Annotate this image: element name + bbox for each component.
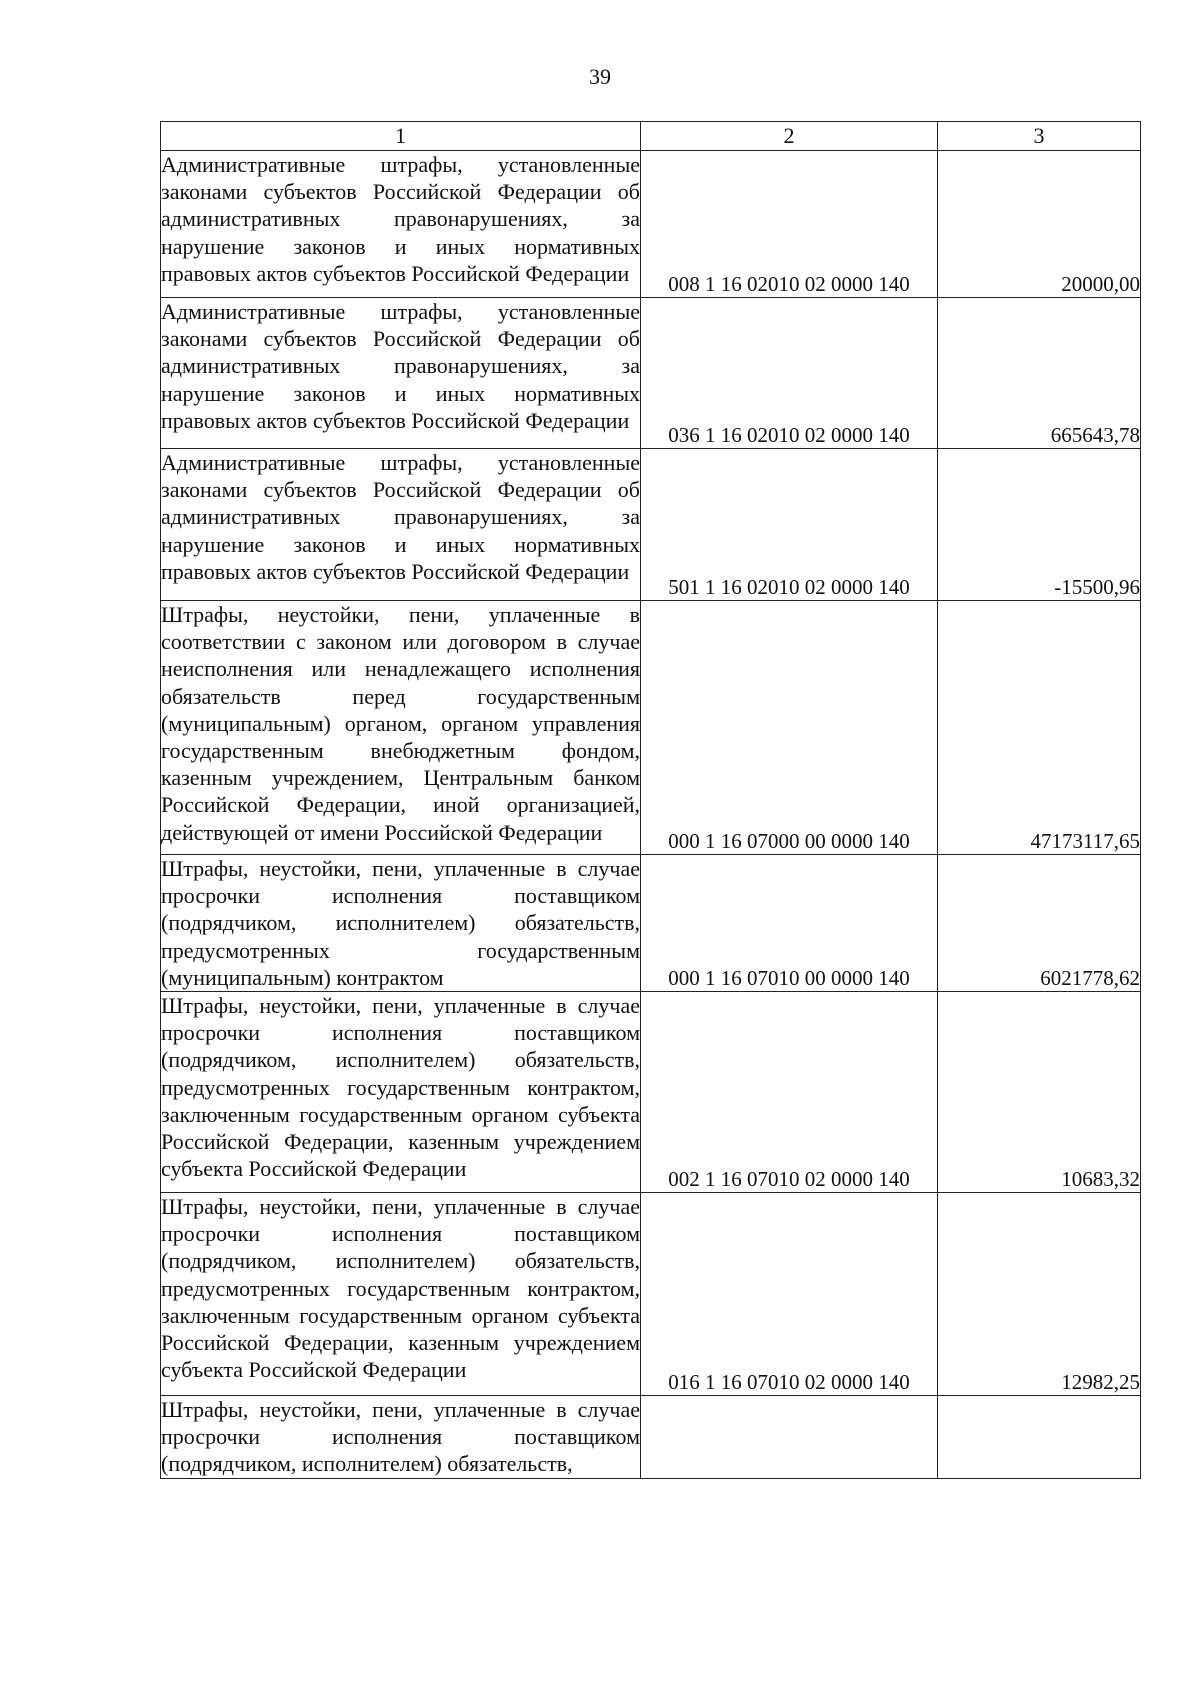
row-amount: 6021778,62 <box>938 855 1141 992</box>
row-amount: 665643,78 <box>938 298 1141 449</box>
row-amount: 20000,00 <box>938 151 1141 298</box>
row-code: 000 1 16 07010 00 0000 140 <box>641 855 938 992</box>
row-description: Штрафы, неустойки, пени, уплаченные в случае просрочки исполнения поставщиком (подрядчиком, исполнителем) обязательств, <box>161 1397 640 1477</box>
row-code: 036 1 16 02010 02 0000 140 <box>641 298 938 449</box>
column-header-1: 1 <box>161 122 641 151</box>
row-description: Штрафы, неустойки, пени, уплаченные в соответствии с законом или договором в случае неисполнения или ненадлежащего исполнения обязательств перед государственным (муниципальным) органом, органом управления государственным внебюджетным фондом, казенным учреждением, Центральным банком Российской Федерации, иной организацией, действующей от имени Российской Федерации <box>161 601 641 855</box>
row-code: 002 1 16 07010 02 0000 140 <box>641 992 938 1193</box>
table-row <box>161 1193 1141 1396</box>
row-code: 000 1 16 07000 00 0000 140 <box>641 601 938 855</box>
row-description: Штрафы, неустойки, пени, уплаченные в случае просрочки исполнения поставщиком (подрядчиком, исполнителем) обязательств, предусмотренных государственным (муниципальным) контрактом <box>161 856 640 990</box>
row-description: Штрафы, неустойки, пени, уплаченные в случае просрочки исполнения поставщиком (подрядчиком, исполнителем) обязательств, предусмотренных государственным контрактом, заключенным государственным органом субъекта Российской Федерации, казенным учреждением субъекта Российской Федерации <box>161 1193 641 1396</box>
row-amount: 47173117,65 <box>938 601 1141 855</box>
column-header-2: 2 <box>641 122 938 151</box>
column-header-3: 3 <box>938 122 1141 151</box>
row-description: Административные штрафы, установленные законами субъектов Российской Федерации об административных правонарушениях, за нарушение законов и иных нормативных правовых актов субъектов Российской Федерации <box>161 151 641 298</box>
row-amount: 12982,25 <box>938 1193 1141 1396</box>
table-row <box>161 1396 1141 1479</box>
row-code <box>641 1396 938 1479</box>
table-row <box>161 298 1141 449</box>
row-description: Административные штрафы, установленные законами субъектов Российской Федерации об административных правонарушениях, за нарушение законов и иных нормативных правовых актов субъектов Российской Федерации <box>161 449 641 601</box>
table-row <box>161 449 1141 601</box>
row-code: 016 1 16 07010 02 0000 140 <box>641 1193 938 1396</box>
row-description: Административные штрафы, установленные законами субъектов Российской Федерации об административных правонарушениях, за нарушение законов и иных нормативных правовых актов субъектов Российской Федерации <box>161 298 641 449</box>
row-code: 008 1 16 02010 02 0000 140 <box>641 151 938 298</box>
page-number: 39 <box>589 64 611 89</box>
table-row <box>161 855 1141 992</box>
table-header-row <box>161 122 1141 151</box>
table-row <box>161 151 1141 298</box>
row-amount <box>938 1396 1141 1479</box>
row-amount: -15500,96 <box>938 449 1141 601</box>
revenue-table <box>160 121 1141 1479</box>
row-code: 501 1 16 02010 02 0000 140 <box>641 449 938 601</box>
table-row <box>161 601 1141 855</box>
row-description: Штрафы, неустойки, пени, уплаченные в случае просрочки исполнения поставщиком (подрядчиком, исполнителем) обязательств, предусмотренных государственным контрактом, заключенным государственным органом субъекта Российской Федерации, казенным учреждением субъекта Российской Федерации <box>161 992 641 1193</box>
row-amount: 10683,32 <box>938 992 1141 1193</box>
table-row <box>161 992 1141 1193</box>
